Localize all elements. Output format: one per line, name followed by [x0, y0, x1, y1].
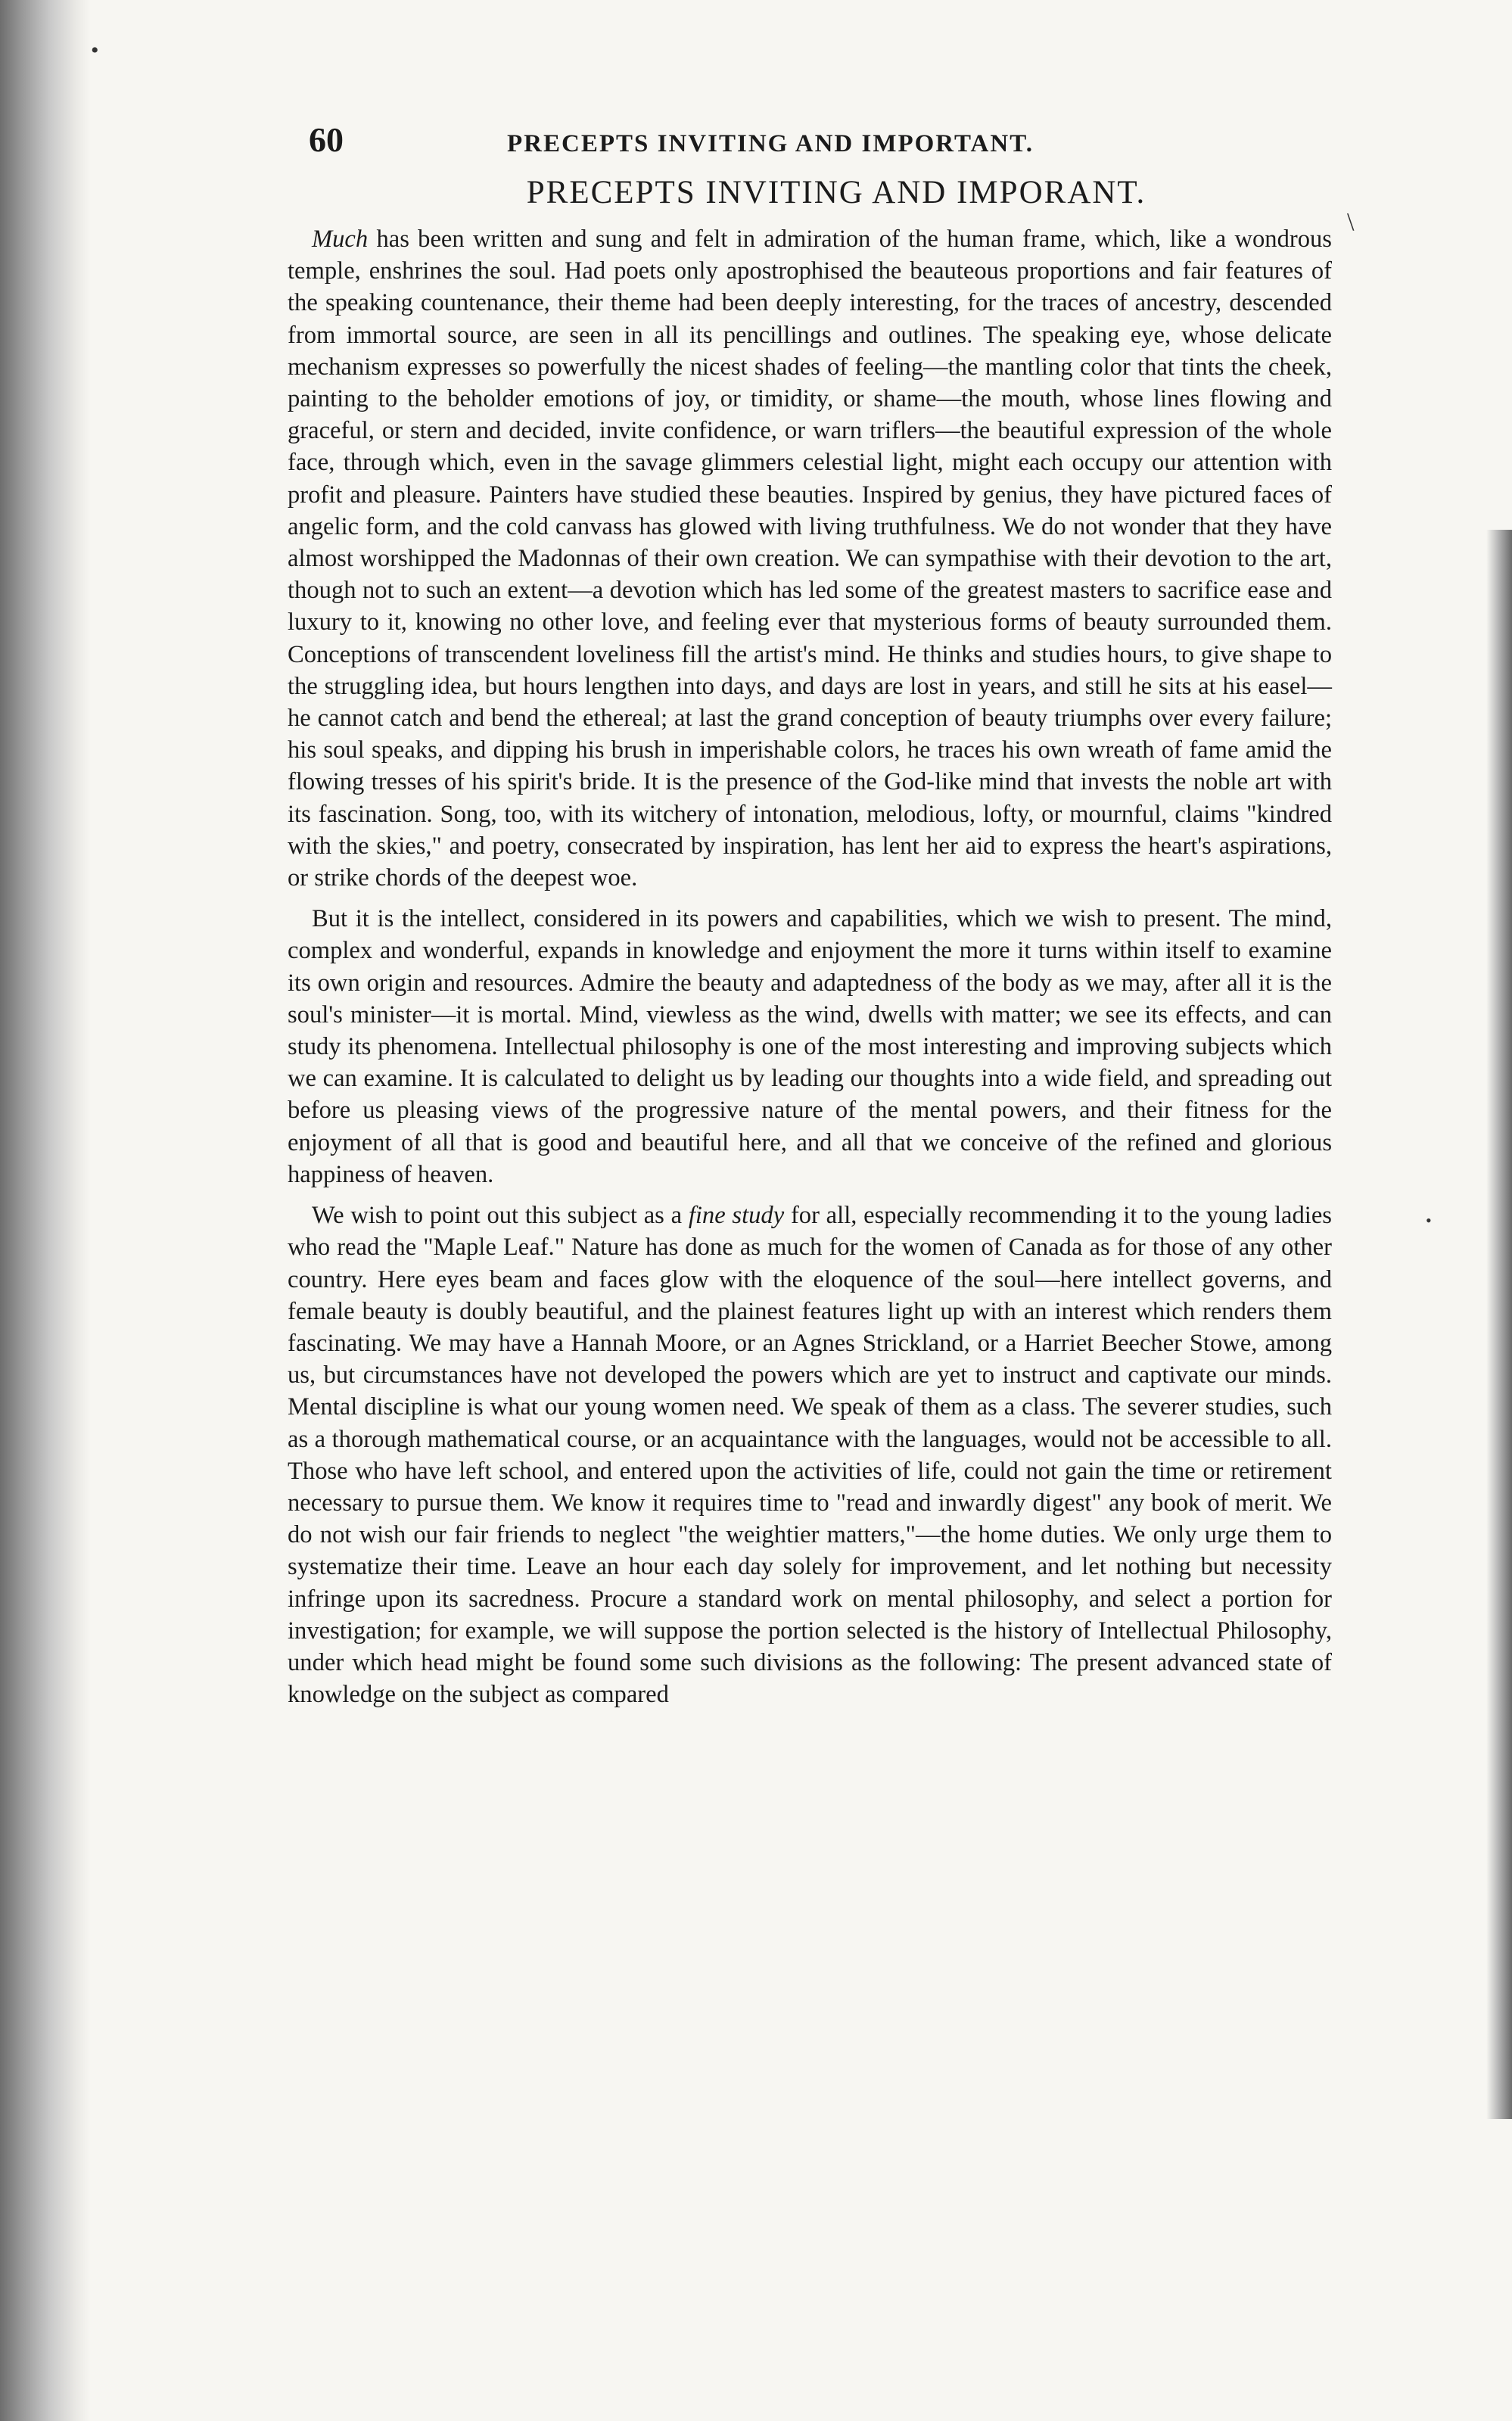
page-edge-shadow	[1486, 530, 1512, 2119]
paragraph-3	[288, 1200, 1332, 1710]
article-body	[288, 223, 1332, 1710]
article-title: PRECEPTS INVITING AND IMPORANT.	[526, 175, 1146, 210]
speck-mark: •	[1426, 1211, 1432, 1230]
book-page	[288, 114, 1332, 1719]
paragraph-1-text: has been written and sung and felt in admiration of the human frame, which, like a wondrous temple, enshrines the soul. Had poets only apostrophised the beauteous proportions and fair features of the speaking countenance, their theme had been deeply interesting, for the traces of ancestry, descended from immortal source, are seen in all its pencillings and outlines. The speaking eye, whose delicate mechanism expresses so powerfully the nicest shades of feeling—the mantling color that tints the cheek, painting to the beholder emotions of joy, or timidity, or shame—the mouth, whose lines flowing and graceful, or stern and decided, invite confidence, or warn triflers—the beautiful expression of the whole face, through which, even in the savage glimmers celestial light, might each occupy our attention with profit and pleasure. Painters have studied these beauties. Inspired by genius, they have pictured faces of angelic form, and the cold canvass has glowed with living truthfulness. We do not wonder that they have almost worshipped the Madonnas of their own creation. We can sympathise with their devotion to the art, though not to such an extent—a devotion which has led some of the greatest masters to sacrifice ease and luxury to it, knowing no other love, and feeling ever that mysterious forms of beauty surrounded them. Conceptions of transcendent loveliness fill the artist's mind. He thinks and studies hours, to give shape to the struggling idea, but hours lengthen into days, and days are lost in years, and still he sits at his easel—he cannot catch and bend the ethereal; at last the grand conception of beauty triumphs over every failure; his soul speaks, and dipping his brush in imperishable colors, he traces his own wreath of fame amid the flowing tresses of his spirit's bride. It is the presence of the God-like mind that invests the noble art with its fascination. Song, too, with its witchery of intonation, melodious, lofty, or mournful, claims "kindred with the skies," and poetry, consecrated by inspiration, has lent her aid to express the heart's aspirations, or strike chords of the deepest woe.	[288, 226, 1332, 892]
paragraph-3-text-a: We wish to point out this subject as a	[312, 1202, 689, 1230]
paragraph-3-text-b: for all, especially recommending it to the young ladies who read the "Maple Leaf." Nature has done as much for the women of Canada as for those of any other country. Here eyes beam and faces glow with the eloquence of the soul—here intellect governs, and female beauty is doubly beautiful, and the plainest features light up with an interest which renders them fascinating. We may have a Hannah Moore, or an Agnes Strickland, or a Harriet Beecher Stowe, among us, but circumstances have not developed the powers which are yet to instruct and captivate our minds. Mental discipline is what our young women need. We speak of them as a class. The severer studies, such as a thorough mathematical course, or an acquaintance with the languages, would not be accessible to all. Those who have left school, and entered upon the activities of life, could not gain the time or retirement necessary to pursue them. We know it requires time to "read and inwardly digest" any book of merit. We do not wish our fair friends to neglect "the weightier matters,"—the home duties. We only urge them to systematize their time. Leave an hour each day solely for improvement, and let nothing but necessity infringe upon its sacredness. Procure a standard work on mental philosophy, and select a portion for investigation; for example, we will suppose the portion selected is the history of Intellectual Philosophy, under which head might be found some such divisions as the following: The present advanced state of knowledge on the subject as compared	[288, 1202, 1332, 1709]
running-head	[288, 114, 1332, 174]
paragraph-2: But it is the intellect, considered in its powers and capabilities, which we wish to present. The mind, complex and wonderful, expands in knowledge and enjoyment the more it turns within itself to examine its own origin and resources. Admire the beauty and adaptedness of the body as we may, after all it is the soul's minister—it is mortal. Mind, viewless as the wind, dwells with matter; we see its effects, and can study its phenomena. Intellectual philosophy is one of the most interesting and improving subjects which we can examine. It is calculated to delight us by leading our thoughts into a wide field, and spreading out before us pleasing views of the progressive nature of the mental powers, and their fitness for the enjoyment of all that is good and beautiful here, and all that we conceive of the refined and glorious happiness of heaven.	[288, 905, 1332, 1188]
page-number: 60	[309, 120, 344, 159]
lead-word: Much	[312, 226, 369, 253]
paragraph-1	[288, 223, 1332, 894]
page-binding-shadow	[0, 0, 91, 2421]
emphasis-text: fine study	[688, 1202, 785, 1230]
speck-mark: •	[91, 38, 99, 63]
running-title: PRECEPTS INVITING AND IMPORTANT.	[507, 130, 1034, 157]
pen-stroke-mark: \	[1347, 208, 1355, 236]
